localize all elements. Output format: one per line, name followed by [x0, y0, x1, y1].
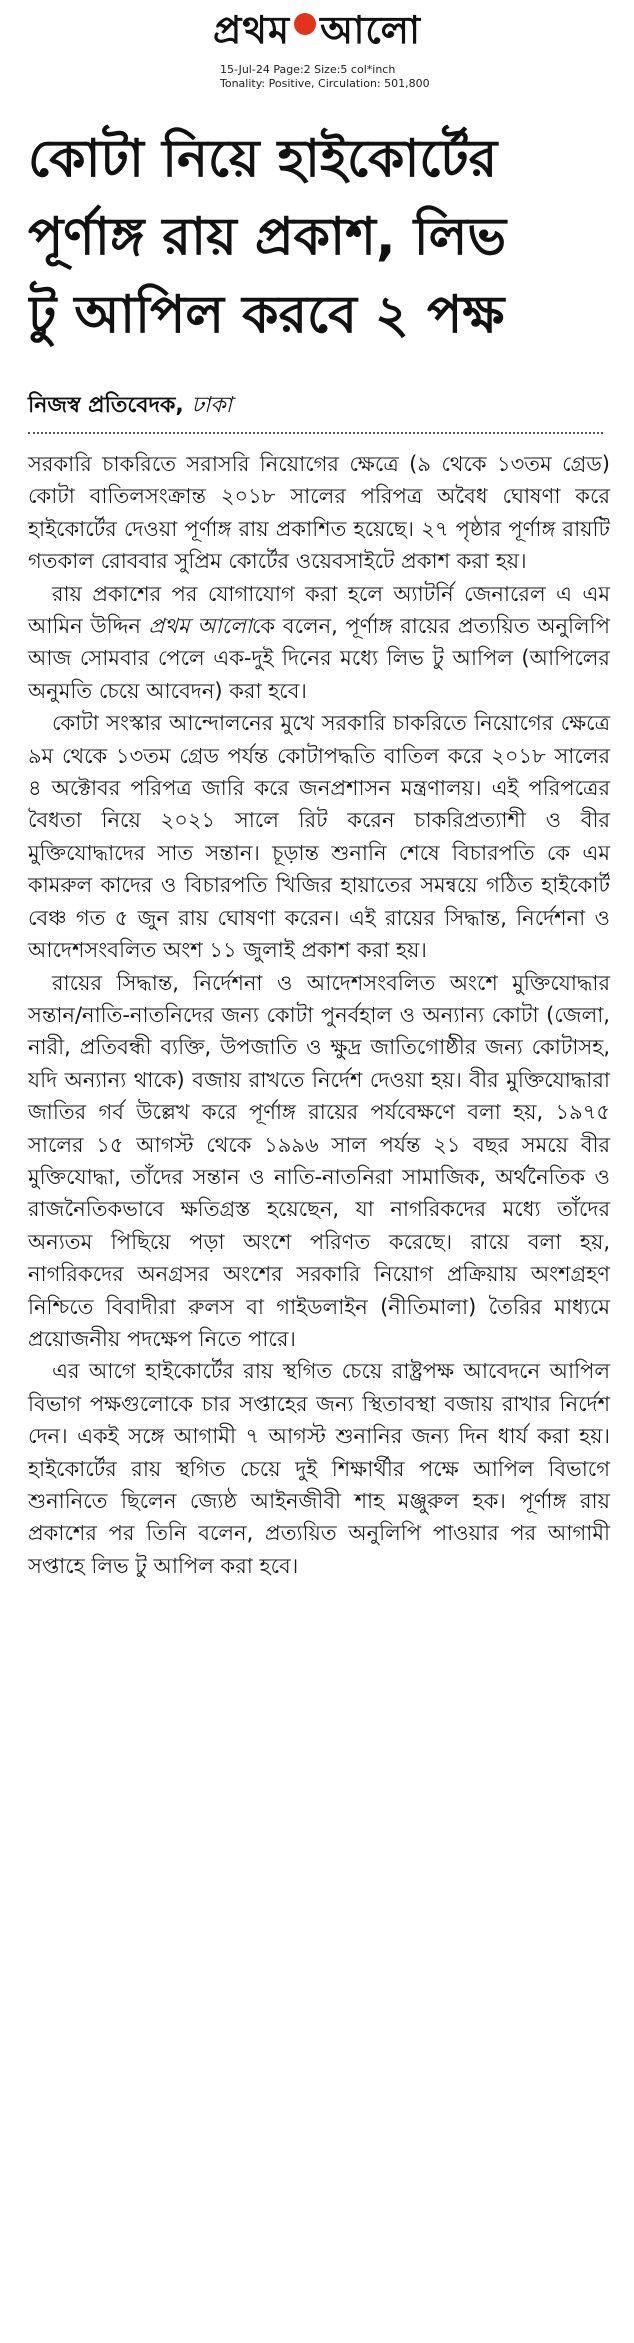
clipping-meta — [220, 63, 480, 91]
paragraph-2 — [28, 578, 610, 708]
clipping-meta-line2: Tonality: Positive, Circulation: 501,800 — [220, 77, 430, 90]
logo-text-left: প্রথম — [212, 8, 291, 52]
logo-text-right: আলো — [320, 8, 421, 52]
headline-line2: পূর্ণাঙ্গ রায় প্রকাশ, লিভ — [28, 207, 507, 267]
newspaper-logo — [0, 8, 634, 58]
paragraph-2-after: কে বলেন, পূর্ণাঙ্গ রায়ের প্রত্যয়িত অনুলিপি আজ সোমবার পেলে এক-দুই দিনের মধ্যে লিভ টু আপিল (আপিলের অনুমতি চেয়ে আবেদন) করা হবে। — [28, 614, 610, 703]
masthead — [0, 8, 634, 58]
byline-reporter: নিজস্ব প্রতিবেদক, — [28, 393, 192, 418]
paragraph-4: রায়ের সিদ্ধান্ত, নির্দেশনা ও আদেশসংবলিত অংশে মুক্তিযোদ্ধার সন্তান/নাতি-নাতনিদের জন্য কোটা পুনর্বহাল ও অন্যান্য কোটা (জেলা, নারী, প্রতিবন্ধী ব্যক্তি, উপজাতি ও ক্ষুদ্র জাতিগোষ্ঠীর জন্য কোটাসহ, যদি অন্যান্য থাকে) বজায় রাখতে নির্দেশ দেওয়া হয়। বীর মুক্তিযোদ্ধারা জাতির গর্ব উল্লেখ করে পূর্ণাঙ্গ রায়ের পর্যবেক্ষণে বলা হয়, ১৯৭৫ সালের ১৫ আগস্ট থেকে ১৯৯৬ সাল পর্যন্ত ২১ বছর সময়ে বীর মুক্তিযোদ্ধা, তাঁদের সন্তান ও নাতি-নাতনিরা সামাজিক, অর্থনৈতিক ও রাজনৈতিকভাবে ক্ষতিগ্রস্ত হয়েছেন, যা নাগরিকদের মধ্যে তাঁদের অন্যতম পিছিয়ে পড়া অংশে পরিণত করেছে। রায়ে বলা হয়, নাগরিকদের অনগ্রসর অংশের সরকারি নিয়োগ প্রক্রিয়ায় অংশগ্রহণ নিশ্চিতে বিবাদীরা রুলস বা গাইডলাইন (নীতিমালা) তৈরির মাধ্যমে প্রয়োজনীয় পদক্ষেপ নিতে পারে। — [28, 970, 610, 1351]
paragraph-2-newspaper-name: প্রথম আলো — [148, 614, 252, 639]
headline-line1: কোটা নিয়ে হাইকোর্টের — [28, 129, 498, 189]
paragraph-1: সরকারি চাকরিতে সরাসরি নিয়োগের ক্ষেত্রে (৯ থেকে ১৩তম গ্রেড) কোটা বাতিলসংক্রান্ত ২০১৮ সালের পরিপত্র অবৈধ ঘোষণা করে হাইকোর্টের দেওয়া পূর্ণাঙ্গ রায় প্রকাশিত হয়েছে। ২৭ পৃষ্ঠার পূর্ণাঙ্গ রায়টি গতকাল রোববার সুপ্রিম কোর্টের ওয়েবসাইটে প্রকাশ করা হয়। — [28, 452, 610, 574]
paragraph-5: এর আগে হাইকোর্টের রায় স্থগিত চেয়ে রাষ্ট্রপক্ষ আবেদনে আপিল বিভাগ পক্ষগুলোকে চার সপ্তাহের জন্য স্থিতাবস্থা বজায় রাখার নির্দেশ দেন। একই সঙ্গে আগামী ৭ আগস্ট শুনানির জন্য দিন ধার্য করা হয়। হাইকোর্টের রায় স্থগিত চেয়ে দুই শিক্ষার্থীর পক্ষে আপিল বিভাগে শুনানিতে ছিলেন জ্যেষ্ঠ আইনজীবী শাহ মঞ্জুরুল হক। পূর্ণাঙ্গ রায় প্রকাশের পর তিনি বলেন, প্রত্যয়িত অনুলিপি পাওয়ার পর আগামী সপ্তাহে লিভ টু আপিল করা হবে। — [28, 1359, 610, 1578]
byline — [28, 390, 608, 422]
headline — [28, 120, 618, 354]
article-body — [28, 448, 610, 1582]
headline-line3: টু আপিল করবে ২ পক্ষ — [28, 285, 505, 345]
byline-divider — [28, 432, 603, 434]
paragraph-2-before: রায় প্রকাশের পর যোগাযোগ করা হলে অ্যাটর্নি জেনারেল এ এম আমিন উদ্দিন — [28, 581, 610, 639]
byline-place: ঢাকা — [191, 393, 233, 418]
paragraph-3: কোটা সংস্কার আন্দোলনের মুখে সরকারি চাকরিতে নিয়োগের ক্ষেত্রে ৯ম থেকে ১৩তম গ্রেড পর্যন্ত কোটাপদ্ধতি বাতিল করে ২০১৮ সালের ৪ অক্টোবর পরিপত্র জারি করে জনপ্রশাসন মন্ত্রণালয়। এই পরিপত্রের বৈধতা নিয়ে ২০২১ সালে রিট করেন চাকরিপ্রত্যাশী ও বীর মুক্তিযোদ্ধাদের সাত সন্তান। চূড়ান্ত শুনানি শেষে বিচারপতি কে এম কামরুল কাদের ও বিচারপতি খিজির হায়াতের সমন্বয়ে গঠিত হাইকোর্ট বেঞ্চ গত ৫ জুন রায় ঘোষণা করেন। এই রায়ের সিদ্ধান্ত, নির্দেশনা ও আদেশসংবলিত অংশ ১১ জুলাই প্রকাশ করা হয়। — [28, 711, 610, 963]
logo-sun-icon — [294, 13, 316, 35]
byline-block — [28, 390, 608, 434]
clipping-meta-line1: 15-Jul-24 Page:2 Size:5 col*inch — [220, 63, 396, 76]
